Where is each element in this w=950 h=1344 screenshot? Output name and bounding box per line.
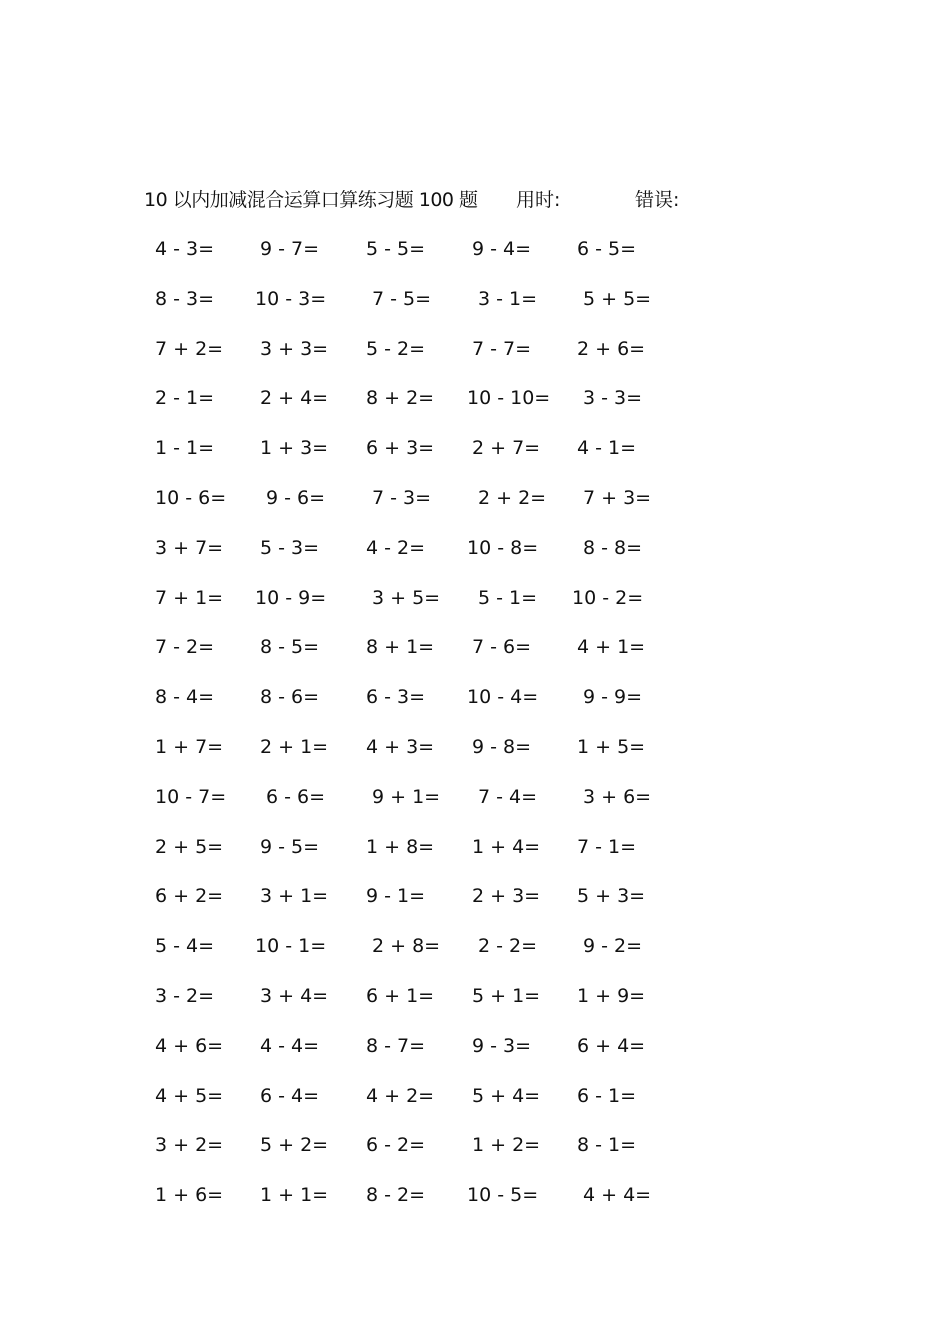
math-problem: 9 - 9= xyxy=(583,686,643,709)
math-problem: 2 + 1= xyxy=(260,735,329,758)
math-problem: 6 + 1= xyxy=(366,984,435,1007)
math-problem: 9 - 6= xyxy=(266,486,326,509)
math-problem: 6 + 2= xyxy=(155,885,224,908)
problem-row xyxy=(150,1181,710,1231)
worksheet-title: 10 以内加减混合运算口算练习题 100 题 xyxy=(144,189,478,211)
math-problem: 6 + 3= xyxy=(366,437,435,460)
math-problem: 8 - 6= xyxy=(260,686,320,709)
math-problem: 10 - 8= xyxy=(467,536,539,559)
math-problem: 2 + 3= xyxy=(472,885,541,908)
problem-row xyxy=(150,932,710,982)
math-problem: 1 + 9= xyxy=(577,984,646,1007)
math-problem: 7 - 7= xyxy=(472,337,532,360)
math-problem: 9 - 2= xyxy=(583,935,643,958)
math-problem: 2 - 2= xyxy=(478,935,538,958)
problem-row xyxy=(150,335,710,385)
math-problem: 2 + 7= xyxy=(472,437,541,460)
math-problem: 6 - 5= xyxy=(577,238,637,260)
math-problem: 1 - 1= xyxy=(155,437,215,460)
math-problem: 10 - 9= xyxy=(255,586,327,609)
math-problem: 7 - 6= xyxy=(472,636,532,659)
math-problem: 10 - 5= xyxy=(467,1184,539,1207)
math-problem: 5 - 5= xyxy=(366,238,426,260)
problem-row xyxy=(150,584,710,634)
math-problem: 9 + 1= xyxy=(372,785,441,808)
problem-row xyxy=(150,235,710,285)
math-problem: 5 + 1= xyxy=(472,984,541,1007)
problem-row xyxy=(150,285,710,335)
math-problem: 5 + 4= xyxy=(472,1084,541,1107)
math-problem: 7 + 3= xyxy=(583,486,652,509)
math-problem: 8 - 8= xyxy=(583,536,643,559)
math-problem: 1 + 3= xyxy=(260,437,329,460)
math-problem: 3 - 3= xyxy=(583,387,643,410)
math-problem: 5 - 3= xyxy=(260,536,320,559)
problem-row xyxy=(150,1032,710,1082)
math-problem: 1 + 8= xyxy=(366,835,435,858)
math-problem: 8 - 1= xyxy=(577,1134,637,1157)
math-problem: 4 - 1= xyxy=(577,437,637,460)
math-problem: 2 + 8= xyxy=(372,935,441,958)
math-problem: 3 + 5= xyxy=(372,586,441,609)
math-problem: 4 + 6= xyxy=(155,1034,224,1057)
math-problem: 2 + 4= xyxy=(260,387,329,410)
math-problem: 7 - 4= xyxy=(478,785,538,808)
math-problem: 9 - 5= xyxy=(260,835,320,858)
problem-row xyxy=(150,982,710,1032)
math-problem: 4 + 2= xyxy=(366,1084,435,1107)
problem-row xyxy=(150,633,710,683)
math-problem: 5 - 4= xyxy=(155,935,215,958)
math-problem: 3 - 1= xyxy=(478,287,538,310)
math-problem: 7 - 5= xyxy=(372,287,432,310)
math-problem: 4 - 3= xyxy=(155,238,215,260)
math-problem: 8 - 5= xyxy=(260,636,320,659)
math-problem: 9 - 7= xyxy=(260,238,320,260)
math-problem: 7 - 3= xyxy=(372,486,432,509)
math-problem: 4 - 2= xyxy=(366,536,426,559)
math-problem: 10 - 4= xyxy=(467,686,539,709)
math-problem: 10 - 1= xyxy=(255,935,327,958)
math-problem: 5 + 2= xyxy=(260,1134,329,1157)
math-problem: 2 + 5= xyxy=(155,835,224,858)
math-problem: 4 + 5= xyxy=(155,1084,224,1107)
math-problem: 7 + 2= xyxy=(155,337,224,360)
math-problem: 3 - 2= xyxy=(155,984,215,1007)
problem-row xyxy=(150,683,710,733)
math-problem: 7 + 1= xyxy=(155,586,224,609)
math-problem: 9 - 3= xyxy=(472,1034,532,1057)
problem-row xyxy=(150,484,710,534)
math-problem: 10 - 10= xyxy=(467,387,551,410)
math-problem: 3 + 3= xyxy=(260,337,329,360)
math-problem: 1 + 1= xyxy=(260,1184,329,1207)
math-problem: 8 - 2= xyxy=(366,1184,426,1207)
math-problem: 9 - 1= xyxy=(366,885,426,908)
math-problem: 6 - 1= xyxy=(577,1084,637,1107)
math-problem: 2 + 2= xyxy=(478,486,547,509)
math-problem: 8 - 4= xyxy=(155,686,215,709)
math-problem: 2 - 1= xyxy=(155,387,215,410)
math-problem: 10 - 6= xyxy=(155,486,227,509)
math-problem: 6 - 6= xyxy=(266,785,326,808)
problem-grid xyxy=(150,235,710,1231)
math-problem: 9 - 4= xyxy=(472,238,532,260)
math-problem: 5 - 2= xyxy=(366,337,426,360)
math-problem: 6 - 2= xyxy=(366,1134,426,1157)
math-problem: 10 - 3= xyxy=(255,287,327,310)
math-problem: 1 + 6= xyxy=(155,1184,224,1207)
problem-row xyxy=(150,733,710,783)
problem-row xyxy=(150,1082,710,1132)
problem-row xyxy=(150,783,710,833)
math-problem: 1 + 2= xyxy=(472,1134,541,1157)
problem-row xyxy=(150,833,710,883)
math-problem: 4 + 1= xyxy=(577,636,646,659)
errors-label: 错误: xyxy=(635,189,680,211)
math-problem: 3 + 4= xyxy=(260,984,329,1007)
math-problem: 3 + 7= xyxy=(155,536,224,559)
math-problem: 7 - 2= xyxy=(155,636,215,659)
math-problem: 10 - 2= xyxy=(572,586,644,609)
math-problem: 8 - 7= xyxy=(366,1034,426,1057)
math-problem: 5 + 3= xyxy=(577,885,646,908)
math-problem: 4 + 4= xyxy=(583,1184,652,1207)
math-problem: 4 + 3= xyxy=(366,735,435,758)
math-problem: 8 - 3= xyxy=(155,287,215,310)
math-problem: 3 + 6= xyxy=(583,785,652,808)
math-problem: 5 + 5= xyxy=(583,287,652,310)
math-problem: 4 - 4= xyxy=(260,1034,320,1057)
math-problem: 6 - 3= xyxy=(366,686,426,709)
math-problem: 8 + 1= xyxy=(366,636,435,659)
math-problem: 1 + 5= xyxy=(577,735,646,758)
math-problem: 3 + 2= xyxy=(155,1134,224,1157)
math-problem: 2 + 6= xyxy=(577,337,646,360)
problem-row xyxy=(150,434,710,484)
math-problem: 7 - 1= xyxy=(577,835,637,858)
problem-row xyxy=(150,882,710,932)
problem-row xyxy=(150,384,710,434)
problem-row xyxy=(150,1131,710,1181)
math-problem: 6 + 4= xyxy=(577,1034,646,1057)
math-problem: 10 - 7= xyxy=(155,785,227,808)
math-problem: 1 + 4= xyxy=(472,835,541,858)
math-problem: 3 + 1= xyxy=(260,885,329,908)
math-problem: 9 - 8= xyxy=(472,735,532,758)
math-problem: 1 + 7= xyxy=(155,735,224,758)
problem-row xyxy=(150,534,710,584)
time-used-label: 用时: xyxy=(516,189,561,211)
math-problem: 8 + 2= xyxy=(366,387,435,410)
math-problem: 5 - 1= xyxy=(478,586,538,609)
math-problem: 6 - 4= xyxy=(260,1084,320,1107)
